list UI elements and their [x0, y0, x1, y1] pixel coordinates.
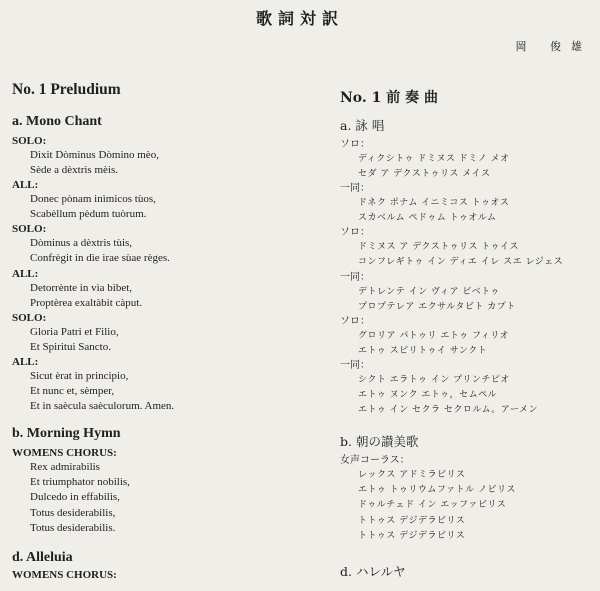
role-label: SOLO: [12, 311, 47, 324]
lyric-line: コンフレギトゥ イン ディエ イレ スエ レジェス [358, 257, 564, 268]
role-label: ソロ： [340, 227, 370, 239]
role-label: ALL: [12, 267, 39, 280]
section-b-heading-jp: b. 朝の讃美歌 [340, 434, 419, 450]
role-label: 一同： [340, 359, 370, 371]
translator-name: 岡 俊雄 [515, 40, 592, 53]
lyric-line: シクト エラトゥ イン プリンチピオ [358, 374, 510, 385]
section-a-lyrics-jp [340, 138, 600, 418]
section-a-lyrics [12, 134, 312, 414]
lyric-line: トトゥス デジデラビリス [358, 515, 466, 526]
lyric-line: ディクシトゥ ドミヌス ドミノ メオ [358, 154, 510, 164]
lyric-line: デトレンテ イン ヴィア ビベトゥ [358, 286, 500, 297]
page-title: 歌詞対訳 [255, 9, 344, 28]
lyric-line: Et triumphator nobilis, [30, 476, 130, 489]
section-a-heading: a. Mono Chant [12, 114, 102, 129]
lyric-line: エトゥ トゥリウムファトル ノビリス [358, 485, 516, 496]
section-d-heading-jp: d. ハレルヤ [340, 563, 406, 579]
lyric-line: Dòminus a dèxtris tùis, [30, 237, 133, 250]
lyric-line: Dìxit Dòminus Dòmino mèo, [30, 149, 159, 161]
lyric-line: グロリア パトゥリ エトゥ フィリオ [358, 330, 510, 341]
lyric-line: ドネク ポナム イニミコス トゥオス [358, 198, 510, 209]
role-label: ALL: [12, 355, 39, 368]
section-b-heading: b. Morning Hymn [12, 426, 121, 442]
lyric-line: エトゥ イン セクラ セクロルム。アーメン [358, 405, 539, 416]
role-label: 一同： [340, 183, 370, 195]
lyric-line: Rex admirabilis [30, 461, 100, 474]
lyric-line: エトゥ スピリトゥイ サンクト [358, 345, 488, 356]
role-label: ソロ： [340, 315, 370, 327]
lyric-line: プロプテレア エクサルタビト カプト [358, 301, 516, 312]
role-label: WOMENS CHORUS: [12, 447, 117, 460]
lyric-line: Dulcedo in effabilis, [30, 491, 120, 504]
section-b-lyrics [12, 446, 312, 535]
lyric-line: Totus desiderabilis. [30, 521, 116, 534]
lyric-line: Et Spiritui Sancto. [30, 340, 111, 353]
section-b-lyrics-jp [340, 454, 600, 543]
lyric-line: スカベルム ペドゥム トゥオルム [358, 213, 497, 224]
role-label: WOMENS CHORUS: [12, 568, 117, 581]
section-a-heading-jp: a. 詠 唱 [340, 118, 385, 133]
role-label: SOLO: [12, 135, 47, 147]
role-label: SOLO: [12, 223, 47, 236]
lyric-line: セダ ア デクストゥリス メイス [358, 169, 491, 180]
lyric-line: レックス アドミラビリス [358, 470, 466, 481]
lyric-line: Scabèllum pèdum tuòrum. [30, 208, 147, 221]
role-label: ALL: [12, 179, 39, 192]
lyric-line: Proptèrea exaltàbit càput. [30, 296, 143, 309]
latin-column [12, 80, 312, 582]
lyric-line: Detorrènte in vìa bìbet, [30, 281, 133, 294]
lyric-line: エトゥ ヌンク エトゥ，セムペル [358, 390, 498, 401]
lyric-line: Sicut èrat in principio, [30, 369, 129, 382]
lyric-line: Totus desiderabilis, [30, 506, 116, 519]
no1-heading-jp: No. 1 前 奏 曲 [340, 90, 438, 106]
lyric-line: Donec pònam inìmicos tùos, [30, 193, 156, 206]
lyric-line: Confrègit in dìe irae sùae règes. [30, 252, 170, 265]
lyric-line: Sède a dèxtris mèis. [30, 164, 118, 177]
section-d-heading: d. Alleluia [12, 549, 73, 565]
lyric-line: Gloria Patri et Filio, [30, 325, 119, 338]
role-label: 一同： [340, 271, 370, 283]
no1-heading: No. 1 Preludium [12, 81, 121, 98]
lyric-line: Et nunc et, sèmper, [30, 385, 115, 398]
role-label: 女声コーラス： [340, 455, 410, 467]
lyric-line: トトゥス デジデラビリス [358, 530, 466, 541]
lyric-line: ドゥルチェド イン エッファビリス [358, 500, 507, 511]
lyric-line: ドミヌス ア デクストゥリス トゥイス [358, 242, 519, 253]
japanese-column [340, 88, 600, 582]
role-label: ソロ： [340, 139, 370, 150]
lyric-line: Et in saècula saèculorum. Amen. [30, 400, 175, 413]
